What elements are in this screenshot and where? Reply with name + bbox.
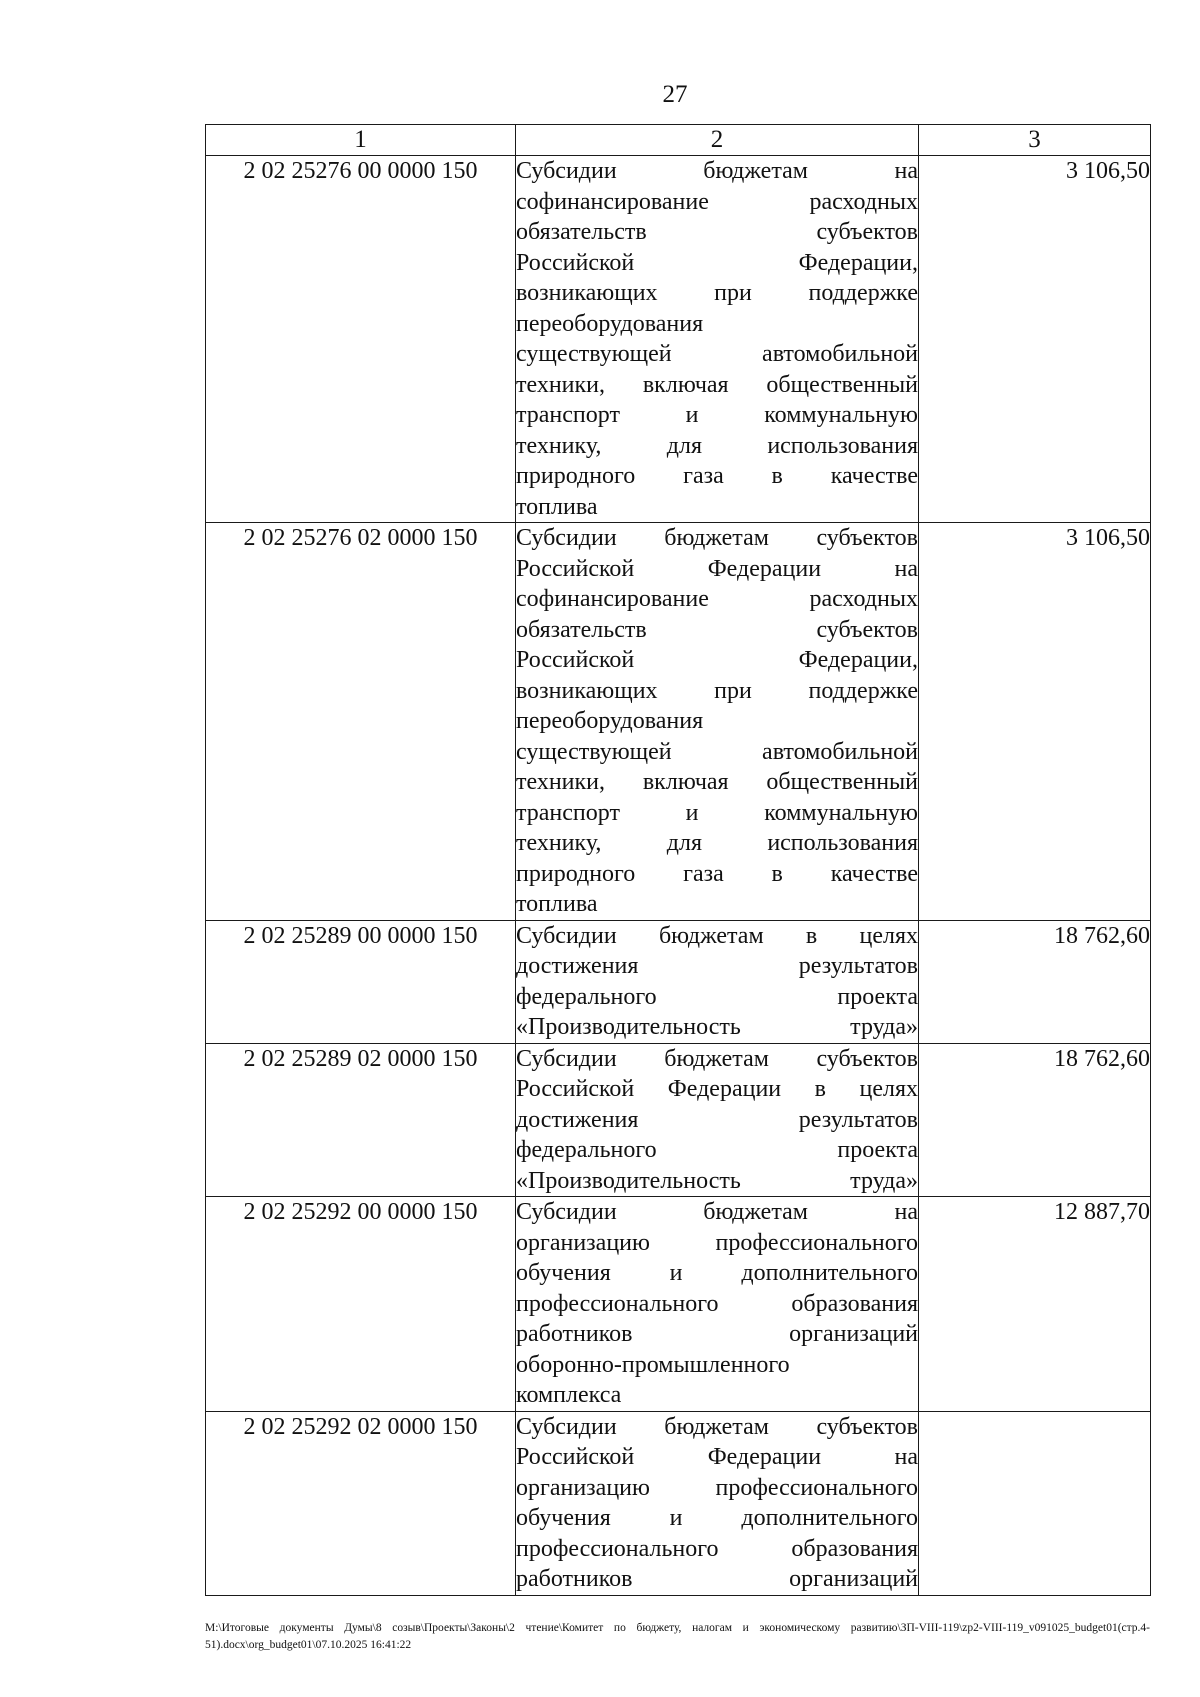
budget-code-cell: 2 02 25292 02 0000 150 bbox=[206, 1411, 516, 1595]
budget-code-cell: 2 02 25276 00 0000 150 bbox=[206, 156, 516, 523]
description-line: оборонно-промышленного bbox=[516, 1351, 790, 1378]
budget-code-cell: 2 02 25276 02 0000 150 bbox=[206, 523, 516, 921]
description-cell bbox=[516, 1043, 919, 1197]
description-line: технику, для использования bbox=[516, 432, 918, 459]
budget-table bbox=[205, 124, 1151, 1596]
description-line: Субсидии бюджетам в целях bbox=[516, 922, 918, 949]
description-line: Российской Федерации на bbox=[516, 1444, 918, 1470]
description-line: топлива bbox=[516, 493, 598, 520]
description-line: технику, для использования bbox=[516, 830, 918, 856]
description-line: природного газа в качестве bbox=[516, 860, 918, 887]
description-cell bbox=[516, 1197, 919, 1412]
description-line: организацию профессионального bbox=[516, 1229, 918, 1256]
amount-cell: 18 762,60 bbox=[919, 920, 1151, 1043]
description-line: обучения и дополнительного bbox=[516, 1505, 918, 1531]
description-line: транспорт и коммунальную bbox=[516, 799, 918, 826]
description-line: возникающих при поддержке bbox=[516, 280, 918, 306]
description-line: транспорт и коммунальную bbox=[516, 402, 918, 428]
table-header-row bbox=[206, 125, 1151, 156]
description-line: профессионального образования bbox=[516, 1535, 918, 1562]
description-line: «Производительность труда» bbox=[516, 1167, 918, 1194]
description-line: софинансирование расходных bbox=[516, 188, 918, 215]
budget-code-cell: 2 02 25289 02 0000 150 bbox=[206, 1043, 516, 1197]
description-line: Российской Федерации в целях bbox=[516, 1076, 918, 1102]
description-line: софинансирование расходных bbox=[516, 586, 918, 612]
amount-cell bbox=[919, 1411, 1151, 1595]
description-line: Субсидии бюджетам на bbox=[516, 1199, 918, 1225]
description-line: достижения результатов bbox=[516, 953, 918, 979]
description-line: природного газа в качестве bbox=[516, 463, 918, 489]
description-line: топлива bbox=[516, 891, 598, 917]
description-line: Субсидии бюджетам субъектов bbox=[516, 1045, 918, 1072]
description-line: Российской Федерации, bbox=[516, 647, 918, 673]
description-line: техники, включая общественный bbox=[516, 371, 918, 398]
amount-cell: 3 106,50 bbox=[919, 523, 1151, 921]
column-header-description: 2 bbox=[516, 125, 919, 156]
description-line: Субсидии бюджетам субъектов bbox=[516, 1413, 918, 1440]
description-line: обучения и дополнительного bbox=[516, 1260, 918, 1286]
description-line: существующей автомобильной bbox=[516, 738, 918, 765]
page-number: 27 bbox=[662, 81, 688, 108]
description-cell bbox=[516, 1411, 919, 1595]
amount-cell: 18 762,60 bbox=[919, 1043, 1151, 1197]
description-line: федерального проекта bbox=[516, 1137, 918, 1163]
column-header-code: 1 bbox=[206, 125, 516, 156]
table-row bbox=[206, 523, 1151, 921]
table-row bbox=[206, 920, 1151, 1043]
description-line: организацию профессионального bbox=[516, 1474, 918, 1501]
description-cell bbox=[516, 523, 919, 921]
budget-code-cell: 2 02 25292 00 0000 150 bbox=[206, 1197, 516, 1412]
description-line: обязательств субъектов bbox=[516, 616, 918, 643]
description-line: Российской Федерации на bbox=[516, 555, 918, 582]
description-line: федерального проекта bbox=[516, 983, 918, 1010]
amount-cell: 3 106,50 bbox=[919, 156, 1151, 523]
description-line: Субсидии бюджетам субъектов bbox=[516, 525, 918, 551]
description-cell bbox=[516, 156, 919, 523]
table-row bbox=[206, 1197, 1151, 1412]
description-cell bbox=[516, 920, 919, 1043]
budget-code-cell: 2 02 25289 00 0000 150 bbox=[206, 920, 516, 1043]
document-file-path: М:\Итоговые документы Думы\8 созыв\Проекты\Законы\2 чтение\Комитет по бюджету, налогам и экономическому развитию\ЗП-VIII-119\zp2-VIII-119_v091025_budget01(стр.4-51).docx\org_budget01\07.10.2025 16:41:22 bbox=[205, 1622, 1150, 1651]
description-line: переоборудования bbox=[516, 310, 704, 337]
table-row bbox=[206, 156, 1151, 523]
description-line: профессионального образования bbox=[516, 1290, 918, 1317]
table-row bbox=[206, 1043, 1151, 1197]
description-line: достижения результатов bbox=[516, 1106, 918, 1133]
description-line: обязательств субъектов bbox=[516, 219, 918, 245]
description-line: существующей автомобильной bbox=[516, 341, 918, 367]
description-line: «Производительность труда» bbox=[516, 1014, 918, 1040]
description-line: Российской Федерации, bbox=[516, 249, 918, 276]
description-line: работников организаций bbox=[516, 1321, 918, 1347]
description-line: переоборудования bbox=[516, 708, 704, 734]
description-line: техники, включая общественный bbox=[516, 769, 918, 795]
table-row bbox=[206, 1411, 1151, 1595]
description-line: возникающих при поддержке bbox=[516, 677, 918, 704]
amount-cell: 12 887,70 bbox=[919, 1197, 1151, 1412]
column-header-amount: 3 bbox=[919, 125, 1151, 156]
description-line: работников организаций bbox=[516, 1566, 918, 1592]
description-line: Субсидии бюджетам на bbox=[516, 158, 918, 184]
description-line: комплекса bbox=[516, 1382, 622, 1408]
